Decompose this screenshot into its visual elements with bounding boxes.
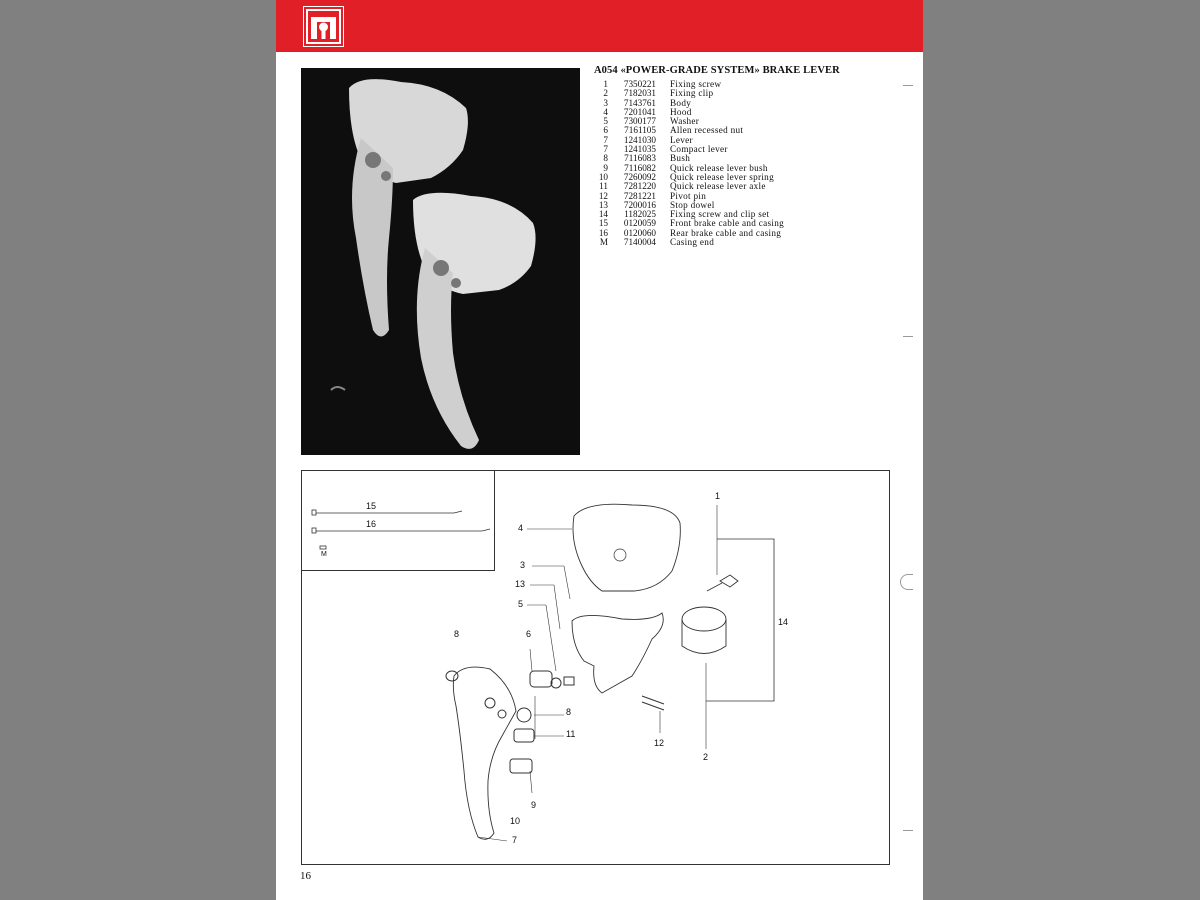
exploded-diagram — [301, 470, 890, 865]
part-description: Stop dowel — [670, 199, 715, 210]
section-title: A054 «POWER-GRADE SYSTEM» BRAKE LEVER — [594, 65, 840, 76]
part-number: 7 — [603, 144, 608, 155]
part-code: 7350221 — [623, 79, 656, 89]
part-number: 12 — [598, 190, 608, 201]
brake-lever-photo — [301, 68, 580, 455]
part-code: 7260092 — [623, 171, 656, 182]
part-number: 4 — [603, 106, 608, 117]
part-description: Compact lever — [670, 144, 728, 155]
callout-6: 6 — [526, 629, 532, 639]
callout-16: 16 — [366, 519, 377, 529]
callout-4: 4 — [518, 523, 524, 533]
part-number: 1 — [603, 79, 608, 89]
part-number: 10 — [598, 171, 608, 182]
body-drawing — [572, 613, 663, 693]
part-code: 7201041 — [623, 106, 656, 117]
catalog-page — [276, 0, 923, 900]
part-code: 7281220 — [623, 181, 656, 192]
part-code: 0120060 — [623, 227, 656, 238]
callout-3: 3 — [520, 560, 526, 570]
parts-row — [594, 238, 784, 247]
part-code: 7281221 — [623, 190, 656, 201]
parts-list — [594, 80, 784, 247]
part-description: Bush — [670, 153, 691, 164]
part-number: 11 — [599, 181, 608, 192]
part-number: 14 — [598, 209, 608, 220]
callout-15: 15 — [366, 501, 377, 511]
callout-12: 12 — [654, 738, 665, 748]
part-code: 1182025 — [624, 209, 656, 220]
part-description: Quick release lever axle — [670, 181, 766, 192]
part-number: 16 — [598, 227, 608, 238]
red-header-band — [276, 0, 923, 52]
part-description: Casing end — [670, 237, 715, 248]
callout-2: 2 — [703, 752, 709, 762]
part-code: 7140004 — [623, 237, 656, 248]
callout-14: 14 — [778, 617, 789, 627]
callout-8-bottom: 8 — [566, 707, 572, 717]
part-number: 8 — [603, 153, 608, 164]
part-description: Quick release lever bush — [670, 162, 768, 173]
part-number: 3 — [603, 97, 608, 108]
screw-drawing — [720, 575, 738, 587]
part-number: 7 — [603, 134, 608, 145]
callout-13: 13 — [515, 579, 526, 589]
part-number: 15 — [598, 218, 608, 229]
page-number: 16 — [300, 870, 311, 882]
part-description: Front brake cable and casing — [670, 218, 785, 229]
part-code: 0120059 — [623, 218, 656, 229]
part-description: Hood — [670, 106, 692, 117]
part-description: Quick release lever spring — [670, 171, 774, 182]
brand-logo — [303, 6, 344, 47]
part-description: Body — [670, 97, 692, 108]
part-description: Allen recessed nut — [670, 125, 744, 136]
part-description: Washer — [670, 116, 700, 127]
part-code: 7161105 — [624, 125, 656, 136]
callout-M: M — [321, 551, 327, 558]
cable-drawings — [312, 510, 490, 549]
part-number: 5 — [603, 116, 608, 127]
part-number: M — [599, 237, 608, 248]
part-description: Fixing screw — [670, 79, 722, 89]
part-code: 1241035 — [623, 144, 656, 155]
part-code: 7143761 — [623, 97, 656, 108]
part-code: 1241030 — [623, 134, 656, 145]
callout-8-top: 8 — [454, 629, 460, 639]
part-code: 7182031 — [623, 88, 656, 99]
part-code: 7300177 — [623, 116, 656, 127]
part-description: Fixing screw and clip set — [670, 209, 770, 220]
part-number: 2 — [603, 88, 608, 99]
part-description: Pivot pin — [670, 190, 707, 201]
hood-drawing — [573, 504, 680, 591]
clip-drawing — [682, 607, 726, 631]
part-number: 9 — [603, 162, 608, 173]
callout-9: 9 — [531, 800, 537, 810]
part-code: 7116083 — [624, 153, 656, 164]
callout-5: 5 — [518, 599, 524, 609]
lever-drawing — [453, 667, 516, 839]
callout-7: 7 — [512, 835, 518, 845]
callout-11: 11 — [566, 729, 576, 739]
part-code: 7116082 — [624, 162, 656, 173]
part-number: 13 — [598, 199, 608, 210]
part-description: Lever — [670, 134, 693, 145]
part-description: Fixing clip — [670, 88, 714, 99]
part-description: Rear brake cable and casing — [670, 227, 782, 238]
callout-1: 1 — [715, 491, 721, 501]
part-number: 6 — [603, 125, 608, 136]
part-code: 7200016 — [623, 199, 656, 210]
callout-10: 10 — [510, 816, 521, 826]
